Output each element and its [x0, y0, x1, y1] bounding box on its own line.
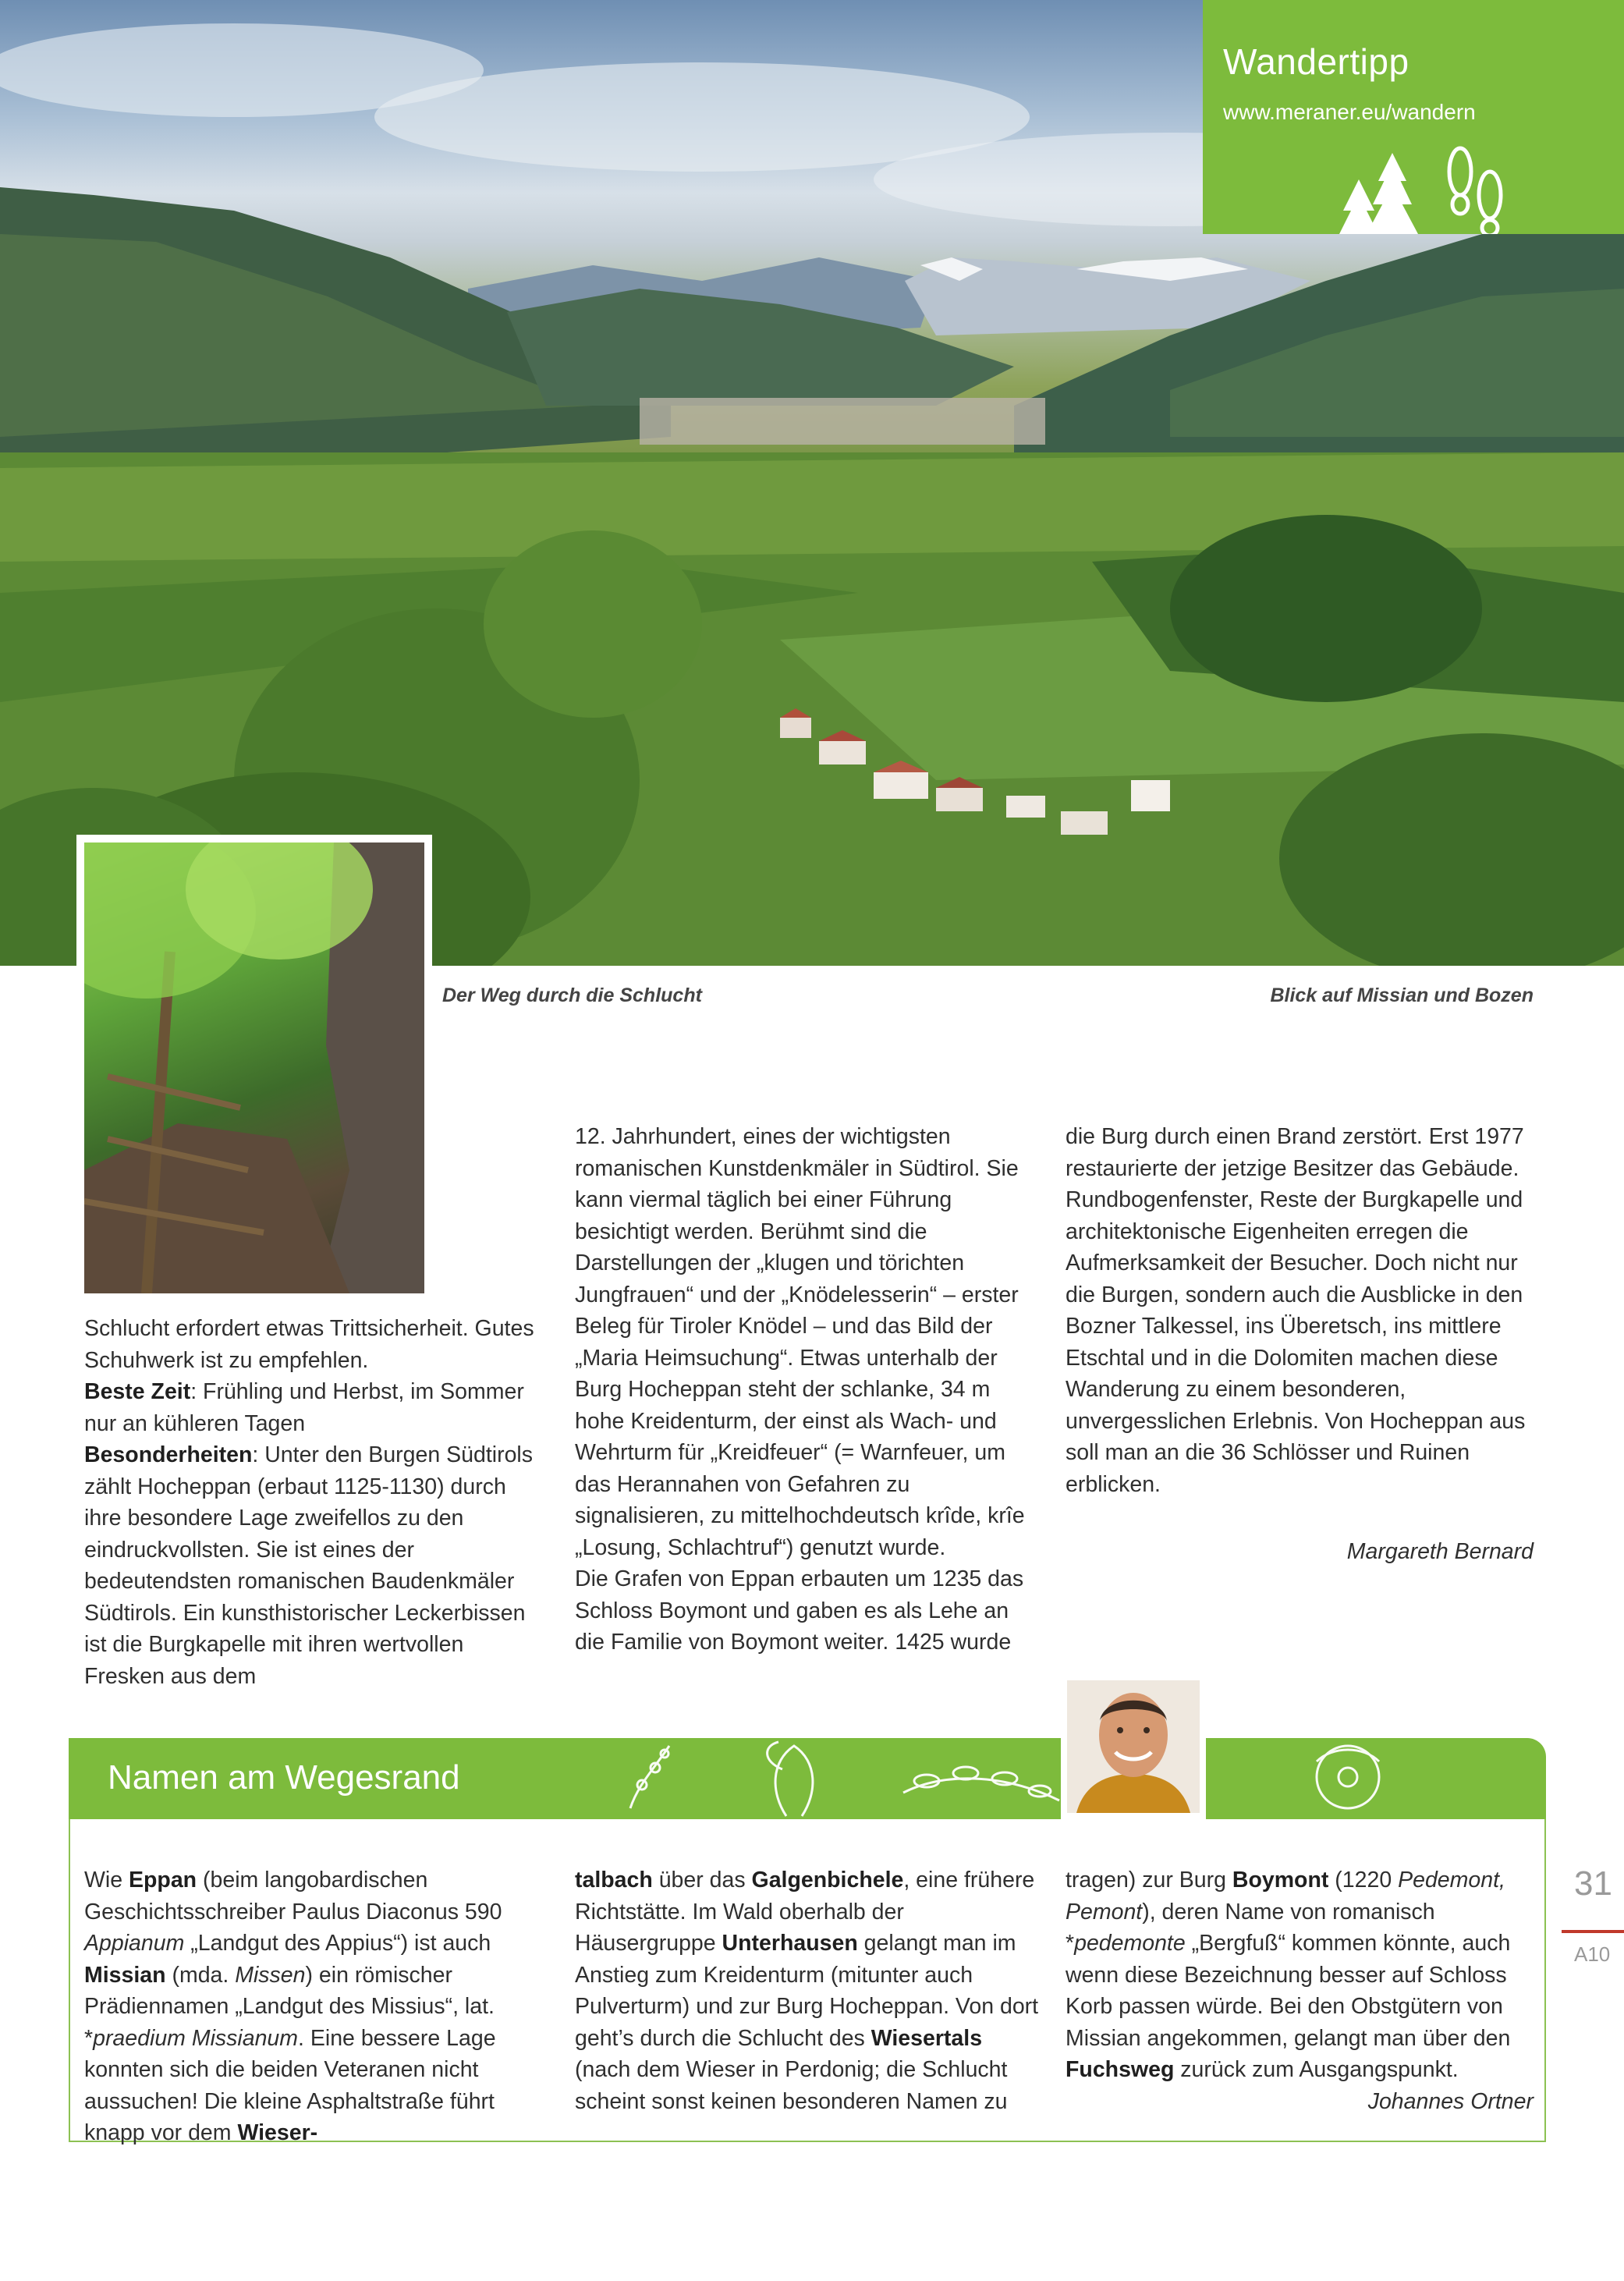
text: zurück zum Ausgangspunkt.	[1174, 2057, 1459, 2082]
place-galgenbichele: Galgenbichele	[751, 1868, 904, 1893]
text: ) ein römischer Prädiennamen „Landgut des Missius“, lat. *	[84, 1962, 495, 2051]
author-portrait	[1061, 1674, 1206, 1819]
term: Pedemont, Pemont	[1066, 1868, 1505, 1924]
article-author: Margareth Bernard	[1346, 1539, 1534, 1564]
article-column-1	[84, 1313, 548, 1692]
best-time-text: : Frühling und Herbst, im Sommer nur an kühleren Tagen	[84, 1379, 524, 1436]
place-wiesertalbach: Wieser-	[237, 2120, 318, 2145]
text: (nach dem Wieser in Perdonig; die Schlucht scheint sonst keinen besonderen Namen zu	[575, 2057, 1008, 2114]
text: ), deren Name von romanisch *	[1066, 1899, 1435, 1956]
text: (beim langobardischen Geschichtsschreiber Paulus Diaconus 590	[84, 1868, 502, 1924]
place-boymont: Boymont	[1232, 1868, 1329, 1893]
article-column-3	[1066, 1121, 1534, 1568]
special-label: Besonderheiten	[84, 1442, 253, 1467]
names-column-2	[575, 1864, 1040, 2117]
term: praedium Missianum	[93, 2025, 299, 2051]
badge-title: Wandertipp	[1223, 41, 1409, 82]
names-column-1	[84, 1864, 548, 2149]
text: „Landgut des Appius“) ist auch	[184, 1931, 491, 1956]
term: Appianum	[84, 1931, 185, 1956]
best-time-label: Beste Zeit	[84, 1379, 191, 1404]
text: über das	[652, 1868, 752, 1893]
special-text: : Unter den Burgen Südtirols zählt Hocheppan (erbaut 1125-1130) durch ihre besondere Lage zweifellos zu den eindruckvollsten. Sie ist eines der bedeutendsten romanischen Baudenkmäler Südtirols. Ein kunsthistorischer Leckerbissen ist die Burgkapelle mit ihren wertvollen Fresken aus dem	[84, 1442, 534, 1689]
text: . Eine bessere Lage konnten sich die beiden Veteranen nicht aussuchen! Die kleine Asphaltstraße führt knapp vor dem	[84, 2025, 496, 2145]
text: tragen) zur Burg	[1066, 1868, 1232, 1893]
hero-caption: Blick auf Missian und Bozen	[1270, 984, 1534, 1006]
text: (1220	[1328, 1868, 1399, 1893]
names-box-title: Namen am Wegesrand	[108, 1758, 460, 1797]
names-column-3	[1066, 1864, 1534, 2117]
place-unterhausen: Unterhausen	[722, 1931, 858, 1956]
place-wiesertalbach-end: talbach	[575, 1868, 653, 1893]
text: , eine frühere Richtstätte. Im Wald oberhalb der Häusergruppe	[575, 1868, 1035, 1956]
badge-url[interactable]: www.meraner.eu/wandern	[1223, 100, 1476, 124]
text: gelangt man im Anstieg zum Kreidenturm (mitunter auch Pulverturm) und zur Burg Hocheppan. Von dort geht’s durch die Schlucht des	[575, 1931, 1039, 2051]
term: pedemonte	[1074, 1931, 1186, 1956]
page-accent-line	[1562, 1930, 1624, 1933]
text: „Bergfuß“ kommen könnte, auch wenn diese Bezeichnung besser auf Schloss Korb passen würde. Bei den Obstgütern von Missian angekommen, gelangt man über den	[1066, 1931, 1511, 2051]
page-code: A10	[1574, 1942, 1611, 1966]
text: (mda.	[165, 1962, 236, 1988]
col2-paragraph-2: Die Grafen von Eppan erbauten um 1235 das Schloss Boymont und gaben es als Lehe an die Familie von Boymont weiter. 1425 wurde	[575, 1566, 1024, 1655]
term: Missen	[235, 1962, 306, 1988]
col3-paragraph-1: die Burg durch einen Brand zerstört. Erst 1977 restaurierte der jetzige Besitzer das Gebäude. Rundbogenfenster, Reste der Burgkapelle und architektonische Eigenheiten erregen die Aufmerksamkeit der Besucher. Doch nicht nur die Burgen, sondern auch die Ausblicke in den Bozner Talkessel, ins Überetsch, ins mittlere Etschtal und in die Dolomiten machen diese Wanderung zu einem besonderen, unvergesslichen Erlebnis. Von Hocheppan aus soll man an die 36 Schlösser und Ruinen erblicken.	[1066, 1124, 1526, 1497]
inset-caption: Der Weg durch die Schlucht	[442, 984, 702, 1006]
place-eppan: Eppan	[129, 1868, 197, 1893]
place-fuchsweg: Fuchsweg	[1066, 2057, 1175, 2082]
col2-paragraph-1: 12. Jahrhundert, eines der wichtigsten romanischen Kunstdenkmäler in Südtirol. Sie kann viermal täglich bei einer Führung besichtigt werden. Berühmt sind die Darstellungen der „klugen und törichten Jungfrauen“ und der „Knödelesserin“ – erster Beleg für Tiroler Knödel – und das Bild der „Maria Heimsuchung“. Etwas unterhalb der Burg Hocheppan steht der schlanke, 34 m hohe Kreidenturm, der einst als Wach- und Wehrturm für „Kreidfeuer“ (= Warnfeuer, um das Herannahen von Gefahren zu signalisieren, zu mittelhochdeutsch krîde, krîe „Losung, Schlachtruf“) genutzt wurde.	[575, 1124, 1025, 1560]
page-number: 31	[1574, 1864, 1612, 1903]
col1-intro: Schlucht erfordert etwas Trittsicherheit. Gutes Schuhwerk ist zu empfehlen.	[84, 1316, 534, 1373]
text: Wie	[84, 1868, 129, 1893]
floral-ornament-icon	[607, 1738, 1465, 1819]
names-author: Johannes Ortner	[1367, 2088, 1534, 2114]
place-wiesertals: Wiesertals	[871, 2025, 983, 2051]
article-column-2	[575, 1121, 1040, 1658]
inset-photo-gorge-path	[84, 843, 424, 1293]
place-missian: Missian	[84, 1962, 166, 1988]
